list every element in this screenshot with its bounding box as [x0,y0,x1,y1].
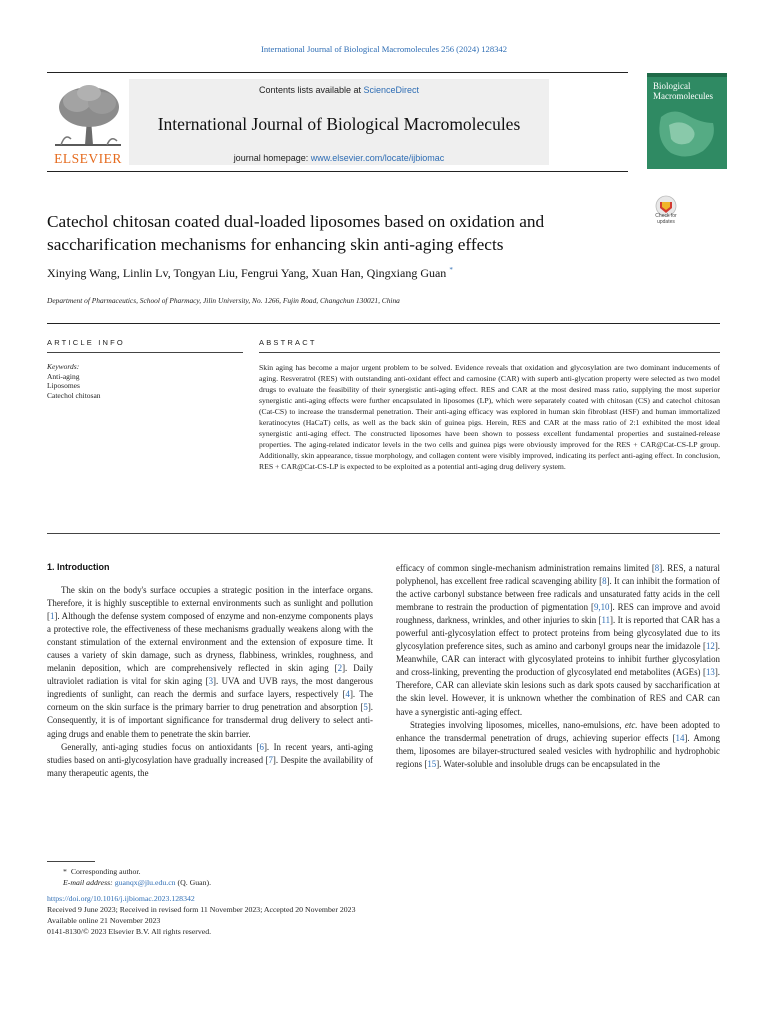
author-list: Xinying Wang, Linlin Lv, Tongyan Liu, Fengrui Yang, Xuan Han, Qingxiang Guan * [47,266,453,280]
keyword-list [47,372,237,401]
paragraph-text: efficacy of common single-mechanism administration remains limited [ [396,563,655,573]
check-updates-line2: updates [657,218,675,225]
citation-link[interactable]: 13 [705,667,715,678]
paragraph-text: ]. Therefore, CAR can alleviate skin lesions such as dark spots caused by saccharification at the skin level. However, it is unknown whether the combination of RES and CAR can have a synergistic anti-aging effect. [396,667,720,717]
publisher-name: ELSEVIER [54,151,122,166]
paragraph-text: ]. RES, a natural polyphenol, has excellent free radical scavenging ability [ [396,563,720,587]
paragraph-text: Generally, anti-aging studies focus on antioxidants [ [61,741,260,752]
italic-term: etc. [624,719,638,730]
divider [47,533,720,534]
paragraph-text: have been adopted to enhance the transdermal penetration of drugs, achieving superior effects [ [396,719,720,743]
author-name[interactable]: Fengrui Yang [240,266,306,280]
footnote-mark: * [63,867,67,876]
abstract-text: Skin aging has become a major urgent problem to be solved. Evidence reveals that oxidation and glycosylation are two dominant inducements of aging. Resveratrol (RES) with outstanding anti-oxidant effect and carnosine (CAR) with superb anti-glycation property were selected as two model drugs to evaluate the feasibility of their synergistic anti-aging effect. RES and CAR at the most desired mass ratio, supplying the most superior synergistic anti-aging effects were further encapsulated in liposomes (LP), which were separately coated with chitosan (CS) and catechol chitosan (Cat-CS) to increase the transdermal penetration. Their anti-aging efficacy was explored in human skin fibroblast (HSF) and human immortalized keratinocytes (HaCaT) cells, as well as the back skin of guinea pigs. Herein, RES and CAR at the mass ratio of 2:1 exhibited the most ideal synergistic anti-aging effect. The constructed liposomes have been shown to possess excellent fundamental properties and sustained-release properties. The aging-related indicator levels in the two cells and guinea pigs were obviously improved for the RES + CAR@Cat-CS-LP group. Additionally, skin appearance, tissue morphology, and collagen content were visibly improved, indicating its perfect anti-aging effect. In conclusion, RES + CAR@Cat-CS-LP is expected to be exploited as a potential anti-aging drug delivery system. [259,363,720,471]
abstract-heading: ABSTRACT [259,338,317,347]
corresponding-author-mark[interactable]: * [449,266,453,274]
corresponding-label: Corresponding author. [70,867,141,876]
footnotes [47,866,687,938]
paragraph-text: Strategies involving liposomes, micelles, nano-emulsions, [410,719,625,730]
citation-link[interactable]: 5 [363,702,368,713]
paragraph-text: ]. In recent years, anti-aging studies based on anti-glycosylation have gradually increased [ [47,741,373,765]
body-column-right [396,562,720,771]
journal-masthead [129,79,549,165]
citation-link[interactable]: 9,10 [593,602,610,613]
paragraph-text: ]. Meanwhile, CAR can interact with glycosylated proteins to inhibit further glycosylation and cross-linking, preventing the production of glycosylated end metabolites (AGEs) [ [396,641,720,678]
contents-available [129,85,549,95]
paragraph-text: ]. Daily ultraviolet radiation is vital for skin aging [ [47,663,373,687]
body-paragraph [396,562,720,719]
homepage-prefix: journal homepage: [233,153,311,163]
paragraph-text: ]. Although the defense system composed of enzyme and non-enzyme components plays a protective role, the effectiveness of these mechanisms gradually weakens along with the constant stimulation of the external environment and the extension of exposure time. It causes a variety of skin damage, such as dryness, flabbiness, wrinkles, roughness, and melanin deposition, which are comprehensively reflected in skin aging [ [47,611,373,674]
citation-link[interactable]: 15 [427,758,437,769]
paragraph-text: ]. Consequently, it is of important significance for transdermal drug delivery to select anti-aging drugs and enable them to penetrate the skin barrier. [47,702,373,739]
paragraph-text: ]. Despite the availability of many therapeutic agents, the [47,754,373,778]
email-suffix: (Q. Guan). [175,878,212,888]
keyword-item: Liposomes [47,381,80,390]
paragraph-text: The skin on the body's surface occupies a strategic position in the interface organs. Therefore, it is highly susceptible to external environments such as sunlight and pollution [ [47,585,373,622]
check-updates-line1: Check for [655,213,677,219]
footnote-divider [47,861,95,862]
citation-link[interactable]: 3 [208,676,214,687]
divider [47,323,720,324]
author-name[interactable]: Tongyan Liu [173,266,235,280]
journal-homepage [129,153,549,163]
author-name[interactable]: Qingxiang Guan [366,266,447,280]
homepage-link[interactable]: www.elsevier.com/locate/ijbiomac [310,153,445,163]
article-title: Catechol chitosan coated dual-loaded liposomes based on oxidation and saccharification mechanisms for enhancing skin anti-aging effects [47,212,545,254]
citation-link[interactable]: 6 [259,741,264,752]
journal-cover-thumbnail[interactable] [647,73,727,169]
corresponding-author-note [47,866,687,877]
citation-link[interactable]: 7 [268,754,273,765]
citation-link[interactable]: 8 [654,563,660,573]
author-name[interactable]: Linlin Lv [122,266,168,280]
citation-link[interactable]: 1 [49,611,55,622]
divider [259,352,720,353]
body-paragraph [47,584,373,741]
citation-link[interactable]: 11 [601,615,611,626]
cover-title-line2: Macromolecules [653,91,713,101]
divider [47,352,243,353]
keywords-block [47,362,237,400]
keyword-item: Anti-aging [47,371,80,381]
citation-link[interactable]: 12 [705,641,715,652]
section-heading-introduction: 1. Introduction [47,562,110,572]
author-name[interactable]: Xinying Wang [47,266,117,280]
paragraph-text: ]. The corneum on the skin surface is the primary barrier to drug penetration and absorption [ [47,689,373,713]
journal-header [47,72,713,172]
doi-link[interactable]: https://doi.org/10.1016/j.ijbiomac.2023.128342 [47,893,195,903]
citation-link[interactable]: 2 [337,663,343,674]
journal-citation[interactable]: International Journal of Biological Macromolecules 256 (2024) 128342 [260,44,508,54]
paragraph-text: ]. RES can improve and avoid roughness, darkness, wrinkles, and other injuries to skin [ [396,602,721,626]
paragraph-text: ]. Water-soluble and insoluble drugs can be encapsulated in the [436,758,660,769]
sciencedirect-link[interactable]: ScienceDirect [363,85,420,95]
keyword-item: Catechol chitosan [47,390,101,400]
check-for-updates-label[interactable] [646,214,686,225]
contents-prefix: Contents lists available at [258,85,364,95]
email-note [47,877,687,888]
citation-link[interactable]: 14 [675,732,685,743]
body-paragraph [47,741,373,780]
article-info-heading: ARTICLE INFO [47,338,125,347]
received-dates: Received 9 June 2023; Received in revised form 11 November 2023; Accepted 20 November 2023 [47,904,356,914]
citation-link[interactable]: 4 [345,689,350,700]
cover-title-line1: Biological [653,81,691,91]
paragraph-text: ]. Among them, liposomes are bilayer-structured sealed vesicles with hydrophilic and hydrophobic regions [ [396,732,720,769]
copyright: 0141-8130/© 2023 Elsevier B.V. All rights reserved. [47,927,212,937]
paragraph-text: ]. It can inhibit the formation of the active carbonyl substance between free radicals and unsaturated fatty acids in the cell membrane to restrain the production of pigmentation [ [396,576,721,613]
author-name[interactable]: Xuan Han [311,266,361,280]
body-paragraph [396,719,720,771]
journal-title: International Journal of Biological Macromolecules [157,114,521,134]
email-label: E-mail address: [63,878,115,888]
keywords-label: Keywords: [47,362,80,371]
citation-link[interactable]: 8 [602,576,607,587]
body-column-left [47,584,373,780]
paragraph-text: ]. UVA and UVB rays, the most dangerous ingredients of sunlight, can reach the dermis and surface layers, respectively [ [47,676,373,700]
available-online: Available online 21 November 2023 [47,916,161,926]
email-link[interactable]: guanqx@jlu.edu.cn [114,878,176,888]
author-affiliation: Department of Pharmaceutics, School of Pharmacy, Jilin University, No. 1266, Fujin Road, Changchun 130021, China [47,296,400,305]
paragraph-text: ]. It is reported that CAR has a powerful anti-glycosylation effect to protect proteins from being glycosylated due to its glycosylation preference sites, such as amino and carbonyl groups near the imidazole [ [396,615,720,652]
